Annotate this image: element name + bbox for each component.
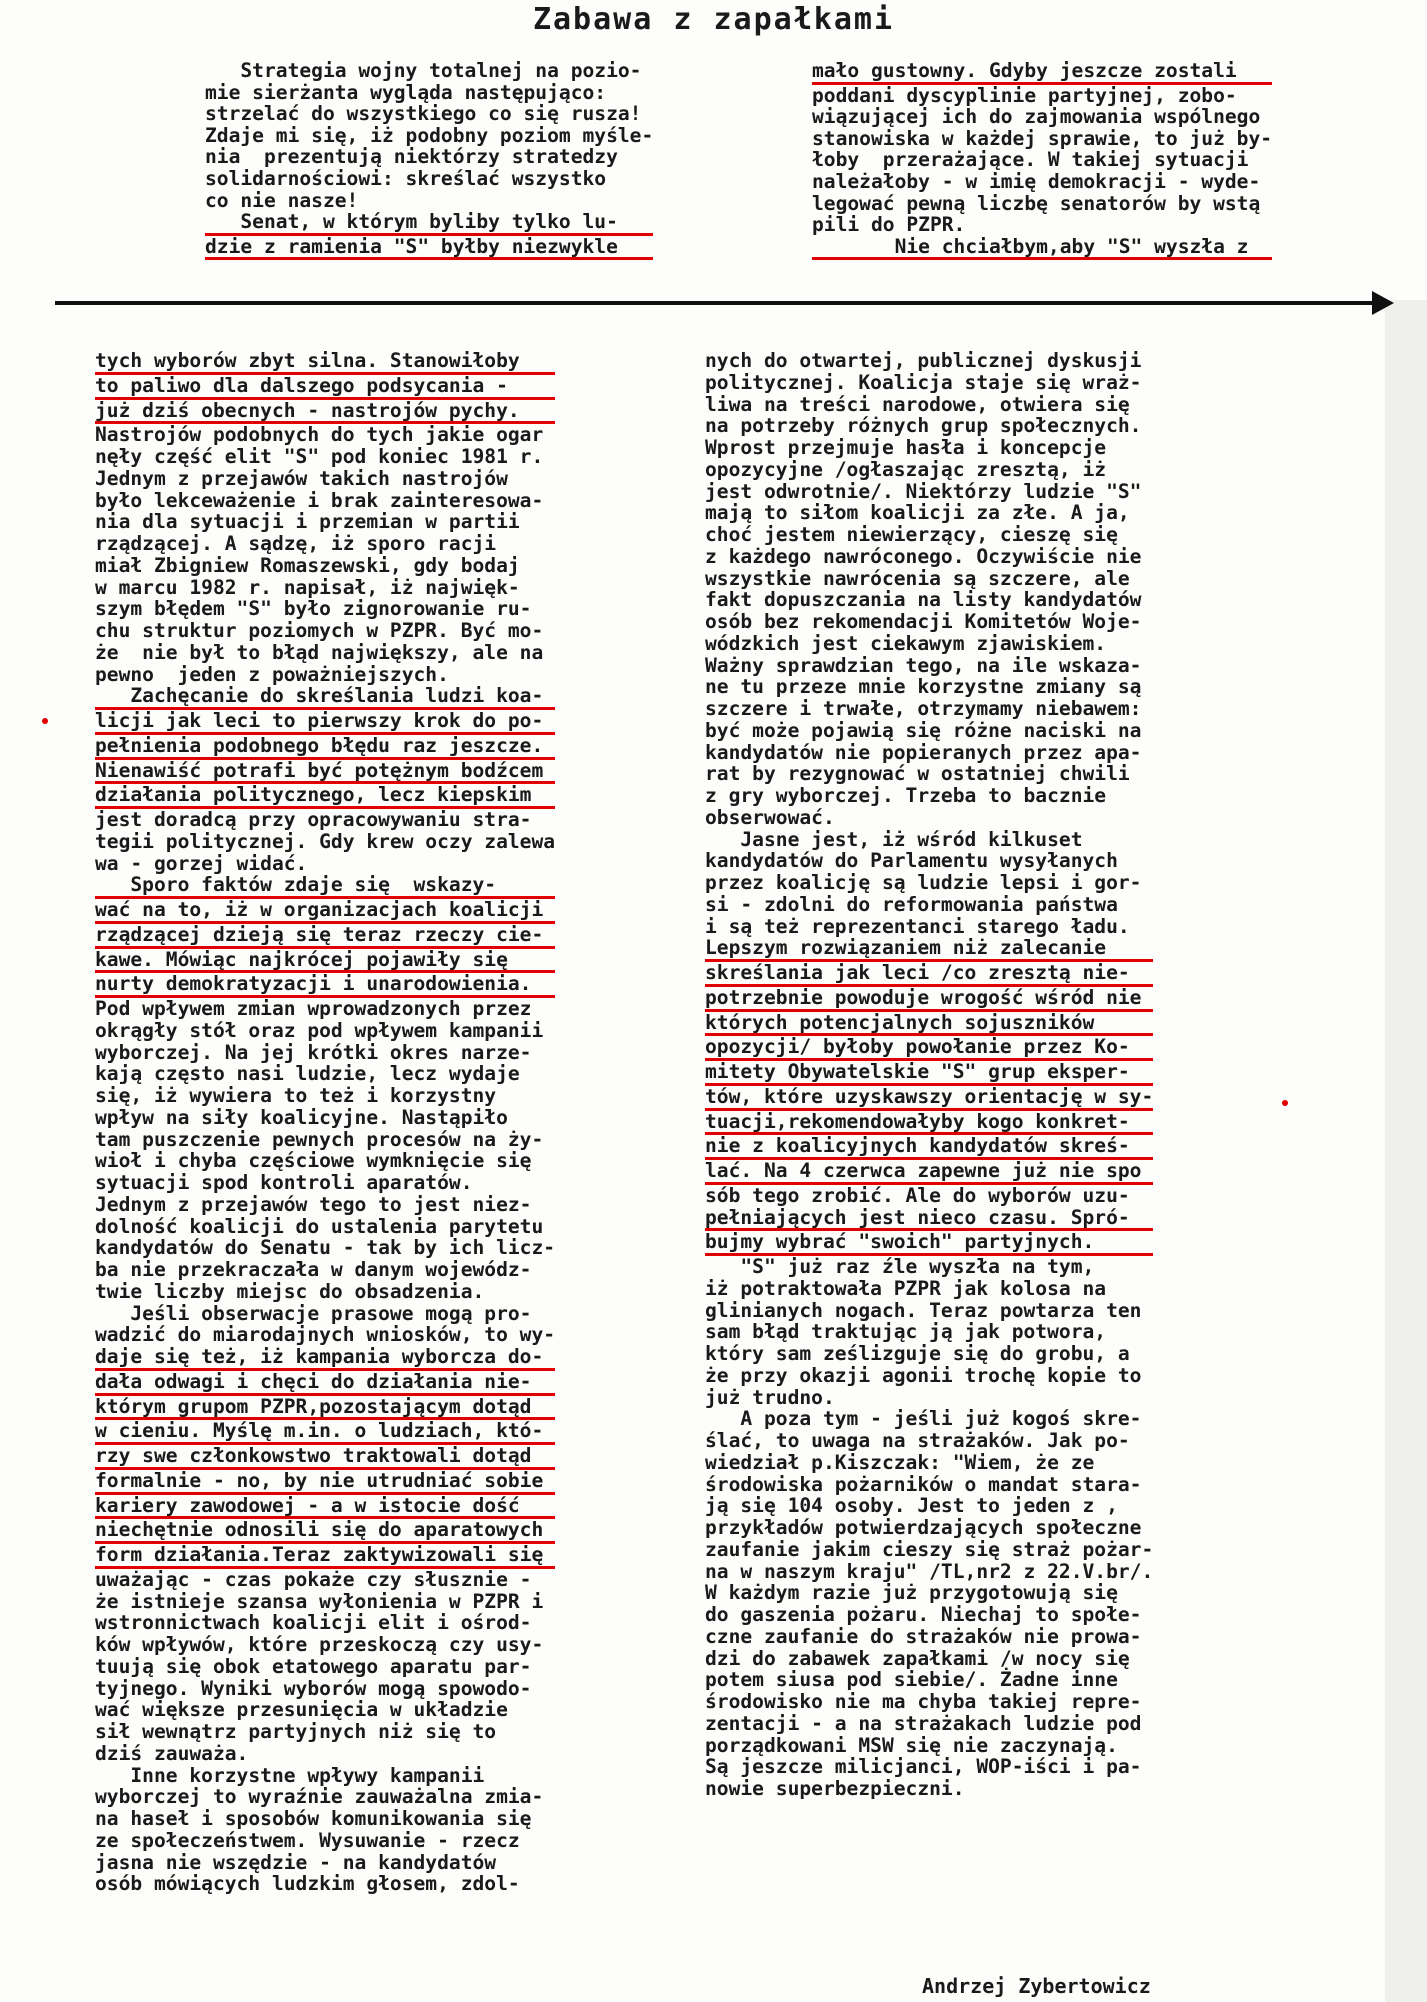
text-line: pewno jeden z poważniejszych.	[95, 662, 449, 686]
text-line: Sporo faktów zdaje się wskazy-	[95, 874, 555, 899]
text-line: okrągły stół oraz pod wpływem kampanii	[95, 1018, 544, 1042]
text-line: którym grupom PZPR,pozostającym dotąd	[95, 1396, 555, 1421]
text-line: wiązującej ich do zajmowania wspólnego	[812, 105, 1261, 129]
text-line: sił wewnątrz partyjnych niż się to	[95, 1720, 497, 1743]
text-line: być może pojawią się różne naciski na	[705, 718, 1142, 742]
main-column-left	[95, 350, 555, 1895]
text-line: nęły część elit "S" pod koniec 1981 r.	[95, 445, 544, 468]
text-line: tuują się obok etatowego aparatu par-	[95, 1654, 532, 1678]
text-line: i są też reprezentanci starego ładu.	[705, 914, 1130, 938]
text-line: że przy okazji agonii trochę kopie to	[705, 1363, 1142, 1387]
text-line: jest odwrotnie/. Niektórzy ludzie "S"	[705, 479, 1142, 503]
text-line: Jeśli obserwacje prasowe mogą pro-	[95, 1301, 532, 1325]
text-line: szczere i trwałe, otrzymamy niebawem:	[705, 697, 1142, 720]
text-line: nia dla sytuacji i przemian w partii	[95, 510, 520, 534]
text-line: już trudno.	[705, 1385, 835, 1409]
text-line: sytuacji spod kontroli aparatów.	[95, 1171, 473, 1194]
text-line: rządzącej. A sądzę, iż sporo racji	[95, 532, 497, 555]
text-line: rzy swe członkowstwo traktowali dotąd	[95, 1445, 555, 1470]
text-line: kandydatów do Parlamentu wysyłanych	[705, 849, 1118, 873]
text-line: solidarnościowi: skreślać wszystko	[205, 166, 607, 190]
text-line: ba nie przekraczała w danym wojewódz-	[95, 1258, 532, 1281]
text-line: chu struktur poziomych w PZPR. Być mo-	[95, 619, 544, 642]
text-line: zaufanie jakim cieszy się straż pożar-	[705, 1537, 1154, 1561]
text-line: dolność koalicji do ustalenia parytetu	[95, 1214, 544, 1238]
text-line: ślać, to uwaga na strażaków. Jak po-	[705, 1429, 1130, 1452]
text-line: na w naszym kraju" /TL,nr2 z 22.V.br/.	[705, 1559, 1154, 1583]
text-line: Nie chciałbym,aby "S" wyszła z	[812, 236, 1272, 261]
text-line: na haseł i sposobów komunikowania się	[95, 1807, 532, 1830]
text-line: Ważny sprawdzian tego, na ile wskaza-	[705, 653, 1142, 677]
text-line: wadzić do miarodajnych wniosków, to wy-	[95, 1323, 556, 1347]
text-line: bujmy wybrać "swoich" partyjnych.	[705, 1231, 1153, 1256]
text-line: działania politycznego, lecz kiepskim	[95, 784, 555, 809]
text-line: tuacji,rekomendowałyby kogo konkret-	[705, 1111, 1153, 1136]
text-line: dzie z ramienia "S" byłby niezwykle	[205, 236, 653, 261]
text-line: si - zdolni do reformowania państwa	[705, 892, 1118, 916]
text-line: Strategia wojny totalnej na pozio-	[205, 59, 642, 82]
text-line: ją się 104 osoby. Jest to jeden z ,	[705, 1494, 1118, 1518]
text-line: jest doradcą przy opracowywaniu stra-	[95, 808, 532, 831]
text-line: stanowiska w każdej sprawie, to już by-	[812, 126, 1273, 150]
text-line: choć jestem niewierzący, cieszę się	[705, 523, 1118, 546]
text-line: tów, które uzyskawszy orientację w sy-	[705, 1086, 1153, 1111]
text-line: których potencjalnych sojuszników	[705, 1012, 1153, 1037]
article-title: Zabawa z zapałkami	[532, 2, 895, 37]
text-line: tych wyborów zbyt silna. Stanowiłoby	[95, 350, 555, 375]
text-line: dała odwagi i chęci do działania nie-	[95, 1371, 555, 1396]
text-line: kają często nasi ludzie, lecz wydaje	[95, 1062, 520, 1086]
text-line: nie z koalicyjnych kandydatów skreś-	[705, 1135, 1153, 1160]
text-line: ków wpływów, które przeskoczą czy usy-	[95, 1633, 544, 1656]
text-line: łoby przerażające. W takiej sytuacji	[812, 148, 1249, 172]
text-line: miał Zbigniew Romaszewski, gdy bodaj	[95, 553, 520, 577]
text-line: wioł i chyba częściowe wymknięcie się	[95, 1149, 532, 1173]
text-line: przykładów potwierdzających społeczne	[705, 1516, 1142, 1539]
text-line: poddani dyscyplinie partyjnej, zobo-	[812, 83, 1237, 107]
text-line: nurty demokratyzacji i unarodowienia.	[95, 973, 555, 998]
text-line: rządzącej dzieją się teraz rzeczy cie-	[95, 924, 555, 949]
intro-column-left	[205, 60, 653, 260]
text-line: W każdym razie już przygotowują się	[705, 1581, 1118, 1605]
text-line: było lekceważenie i brak zainteresowa-	[95, 488, 544, 512]
text-line: kariery zawodowej - a w istocie dość	[95, 1495, 555, 1520]
text-line: tyjnego. Wyniki wyborów mogą spowodo-	[95, 1676, 532, 1700]
text-line: formalnie - no, by nie utrudniać sobie	[95, 1470, 555, 1495]
text-line: fakt dopuszczania na listy kandydatów	[705, 588, 1142, 612]
text-line: do gaszenia pożaru. Niechaj to społe-	[705, 1603, 1142, 1626]
text-line: to paliwo dla dalszego podsycania -	[95, 375, 555, 400]
text-line: Wprost przejmuje hasła i koncepcje	[705, 436, 1107, 459]
text-line: form działania.Teraz zaktywizowali się	[95, 1544, 555, 1569]
text-line: pili do PZPR.	[812, 213, 966, 237]
text-line: przez koalicję są ludzie lepsi i gor-	[705, 871, 1142, 894]
text-line: wódzkich jest ciekawym zjawiskiem.	[705, 631, 1107, 655]
text-line: strzelać do wszystkiego co się rusza!	[205, 102, 642, 126]
text-line: Lepszym rozwiązaniem niż zalecanie	[705, 937, 1153, 962]
text-line: w marcu 1982 r. napisał, iż najwięk-	[95, 575, 520, 599]
text-line: kandydatów nie popieranych przez apa-	[705, 740, 1142, 764]
text-line: z każdego nawróconego. Oczywiście nie	[705, 544, 1142, 568]
text-line: wyborczej to wyraźnie zauważalna zmia-	[95, 1785, 544, 1809]
text-line: ze społeczeństwem. Wysuwanie - rzecz	[95, 1828, 520, 1852]
text-line: nowie superbezpieczni.	[705, 1777, 965, 1800]
text-line: daje się też, iż kampania wyborcza do-	[95, 1346, 555, 1371]
text-line: kawe. Mówiąc najkrócej pojawiły się	[95, 949, 555, 974]
text-line: środowiska pożarników o mandat stara-	[705, 1472, 1142, 1496]
section-divider-arrow	[55, 301, 1385, 305]
text-line: obserwować.	[705, 805, 835, 829]
text-line: legować pewną liczbę senatorów by wstą	[812, 191, 1261, 215]
text-line: opozycyjne /ogłaszając zresztą, iż	[705, 457, 1107, 481]
text-line: porządkowani MSW się nie zaczynają.	[705, 1733, 1118, 1757]
text-line: środowisko nie ma chyba takiej repre-	[705, 1690, 1142, 1713]
text-line: wiedział p.Kiszczak: "Wiem, że ze	[705, 1450, 1095, 1474]
text-line: skreślania jak leci /co zresztą nie-	[705, 962, 1153, 987]
text-line: ne tu przeze mnie korzystne zmiany są	[705, 675, 1142, 699]
text-line: sób tego zrobić. Ale do wyborów uzu-	[705, 1183, 1130, 1207]
text-line: wa - gorzej widać.	[95, 851, 308, 875]
text-line: politycznej. Koalicja staje się wraż-	[705, 370, 1142, 394]
text-line: lać. Na 4 czerwca zapewne już nie spo	[705, 1160, 1153, 1185]
text-line: niechętnie odnosili się do aparatowych	[95, 1519, 555, 1544]
text-line: Zachęcanie do skreślania ludzi koa-	[95, 685, 555, 710]
text-line: jasna nie wszędzie - na kandydatów	[95, 1850, 497, 1874]
text-line: Senat, w którym byliby tylko lu-	[205, 211, 653, 236]
text-line: Nienawiść potrafi być potężnym bodźcem	[95, 760, 555, 785]
text-line: Jednym z przejawów tego to jest niez-	[95, 1192, 532, 1216]
text-line: uważając - czas pokaże czy słusznie -	[95, 1567, 532, 1591]
text-line: osób bez rekomendacji Komitetów Woje-	[705, 610, 1142, 633]
text-line: rat by rezygnować w ostatniej chwili	[705, 762, 1130, 786]
text-line: czne zaufanie do strażaków nie prowa-	[705, 1624, 1142, 1648]
text-line: glinianych nogach. Teraz powtarza ten	[705, 1298, 1142, 1322]
text-line: szym błędem "S" było zignorowanie ru-	[95, 597, 532, 621]
red-mark-dot	[42, 718, 48, 724]
text-line: należałoby - w imię demokracji - wyde-	[812, 169, 1261, 193]
text-line: wszystkie nawrócenia są szczere, ale	[705, 566, 1130, 590]
text-line: się, iż wywiera to też i korzystny	[95, 1084, 497, 1107]
text-line: z gry wyborczej. Trzeba to bacznie	[705, 784, 1107, 807]
text-line: wstronnictwach koalicji elit i ośrod-	[95, 1611, 532, 1635]
intro-column-right	[812, 60, 1272, 260]
red-mark-dot	[1282, 1100, 1288, 1106]
text-line: kandydatów do Senatu - tak by ich licz-	[95, 1236, 556, 1260]
text-line: liwa na treści narodowe, otwiera się	[705, 392, 1130, 416]
arrow-head-icon	[1372, 291, 1394, 315]
text-line: na potrzeby różnych grup społecznych.	[705, 414, 1142, 438]
text-line: potrzebnie powoduje wrogość wśród nie	[705, 987, 1153, 1012]
text-line: co nie nasze!	[205, 188, 359, 212]
text-line: Nastrojów podobnych do tych jakie ogar	[95, 423, 544, 447]
text-line: tegii politycznej. Gdy krew oczy zalewa	[95, 829, 556, 853]
text-line: potem siusa pod siebie/. Żadne inne	[705, 1668, 1118, 1692]
text-line: mitety Obywatelskie "S" grup eksper-	[705, 1061, 1153, 1086]
text-line: Są jeszcze milicjanci, WOP-iści i pa-	[705, 1755, 1142, 1779]
text-line: osób mówiących ludzkim głosem, zdol-	[95, 1872, 520, 1896]
author-signature: Andrzej Zybertowicz	[922, 1974, 1151, 1998]
text-line: zentacji - a na strażakach ludzie pod	[705, 1711, 1142, 1735]
text-line: tam puszczenie pewnych procesów na ży-	[95, 1127, 544, 1151]
text-line: pełnienia podobnego błędu raz jeszcze.	[95, 735, 555, 760]
text-line: wyborczej. Na jej krótki okres narze-	[95, 1040, 532, 1064]
text-line: Jednym z przejawów takich nastrojów	[95, 466, 508, 490]
text-line: wpływ na siły koalicyjne. Nastąpiło	[95, 1105, 508, 1129]
text-line: twie liczby miejsc do obsadzenia.	[95, 1279, 485, 1303]
text-line: licji jak leci to pierwszy krok do po-	[95, 710, 555, 735]
text-line: wać na to, iż w organizacjach koalicji	[95, 899, 555, 924]
text-line: A poza tym - jeśli już kogoś skre-	[705, 1407, 1142, 1431]
text-line: mało gustowny. Gdyby jeszcze zostali	[812, 60, 1272, 85]
text-line: Inne korzystne wpływy kampanii	[95, 1763, 485, 1787]
text-line: dziś zauważa.	[95, 1741, 249, 1765]
text-line: Zdaje mi się, iż podobny poziom myśle-	[205, 123, 654, 147]
scan-edge	[1385, 300, 1427, 2002]
text-line: dzi do zabawek zapałkami /w nocy się	[705, 1646, 1130, 1670]
main-column-right	[705, 350, 1153, 1800]
text-line: mają to siłom koalicji za złe. A ja,	[705, 501, 1130, 525]
text-line: już dziś obecnych - nastrojów pychy.	[95, 400, 555, 425]
text-line: Pod wpływem zmian wprowadzonych przez	[95, 997, 532, 1020]
text-line: Jasne jest, iż wśród kilkuset	[705, 827, 1083, 851]
text-line: wać większe przesunięcia w układzie	[95, 1698, 508, 1722]
text-line: w cieniu. Myślę m.in. o ludziach, któ-	[95, 1420, 555, 1445]
text-line: "S" już raz źle wyszła na tym,	[705, 1255, 1095, 1278]
text-line: nia prezentują niektórzy stratedzy	[205, 145, 618, 169]
text-line: nych do otwartej, publicznej dyskusji	[705, 349, 1142, 372]
text-line: sam błąd traktując ją jak potwora,	[705, 1320, 1107, 1344]
text-line: mie sierżanta wygląda następująco:	[205, 80, 607, 104]
text-line: iż potraktowała PZPR jak kolosa na	[705, 1276, 1107, 1300]
text-line: że istnieje szansa wyłonienia w PZPR i	[95, 1589, 544, 1613]
text-line: opozycji/ byłoby powołanie przez Ko-	[705, 1036, 1153, 1061]
text-line: pełniających jest nieco czasu. Spró-	[705, 1207, 1153, 1232]
text-line: że nie był to błąd największy, ale na	[95, 640, 544, 664]
text-line: który sam ześlizguje się do grobu, a	[705, 1342, 1130, 1365]
